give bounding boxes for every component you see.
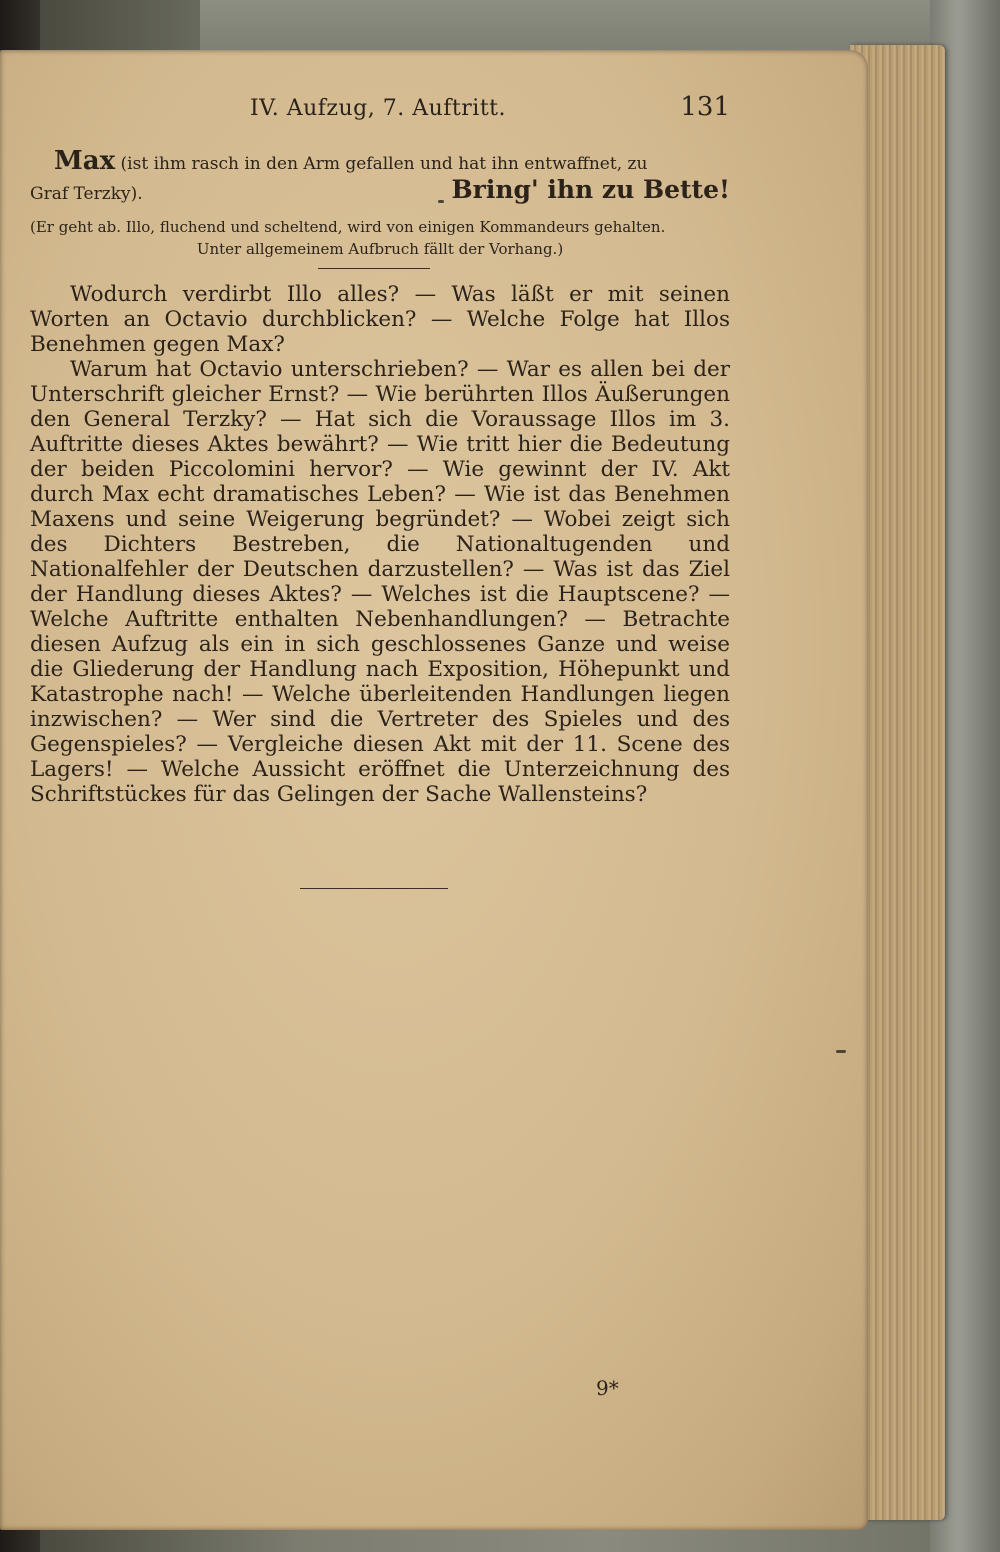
stage-exit-direction [30, 216, 730, 260]
spoken-line: Bring' ihn zu Bette! [451, 175, 730, 204]
speech-line-2 [30, 175, 730, 211]
study-questions [30, 282, 730, 807]
end-divider [300, 888, 448, 889]
stage-direction-continued: Graf Terzky). [30, 184, 143, 204]
question-paragraph: Wodurch verdirbt Illo alles? — Was läßt er mit seinen Worten an Octavio durchblicken? — Welche Folge hat Illos Benehmen gegen Max? [30, 282, 730, 357]
ink-speck [836, 1050, 846, 1053]
question-paragraph: Warum hat Octavio unterschrieben? — War es allen bei der Unterschrift gleicher Ernst? — Wie berührten Illos Äußerungen den General Terzky? — Hat sich die Voraussage Illos im 3. Auftritte dieses Aktes bewährt? — Wie tritt hier die Bedeutung der beiden Piccolomini hervor? — Wie gewinnt der IV. Akt durch Max echt dramatisches Leben? — Wie ist das Benehmen Maxens und seine Weigerung begründet? — Wobei zeigt sich des Dichters Bestreben, die Nationaltugenden und Nationalfehler der Deutschen darzustellen? — Was ist das Ziel der Handlung dieses Aktes? — Welches ist die Hauptscene? — Welche Auftritte enthalten Nebenhandlungen? — Betrachte diesen Aufzug als ein in sich geschlossenes Ganze und weise die Gliederung der Handlung nach Exposition, Höhepunkt und Katastrophe nach! — Welche überleitenden Handlungen liegen inzwischen? — Wer sind die Vertreter des Spieles und des Gegenspieles? — Vergleiche diesen Akt mit der 11. Scene des Lagers! — Welche Aussicht eröffnet die Unterzeichnung des Schriftstückes für das Gelingen der Sache Wallensteins? [30, 357, 730, 807]
section-divider [318, 268, 430, 269]
speaker-name: Max [54, 146, 116, 176]
running-header [30, 92, 730, 132]
running-head: IV. Aufzug, 7. Auftritt. [250, 96, 506, 121]
speech-block [30, 146, 730, 211]
stage-exit-line-1: (Er geht ab. Illo, fluchend und scheltend, wird von einigen Kommandeurs gehalten. [30, 218, 666, 236]
printer-signature: 9* [596, 1376, 619, 1400]
page-number: 131 [680, 92, 730, 122]
stage-exit-line-2: Unter allgemeinem Aufbruch fällt der Vorhang.) [196, 240, 564, 258]
stage-direction: (ist ihm rasch in den Arm gefallen und hat ihn entwaffnet, zu [120, 154, 648, 174]
